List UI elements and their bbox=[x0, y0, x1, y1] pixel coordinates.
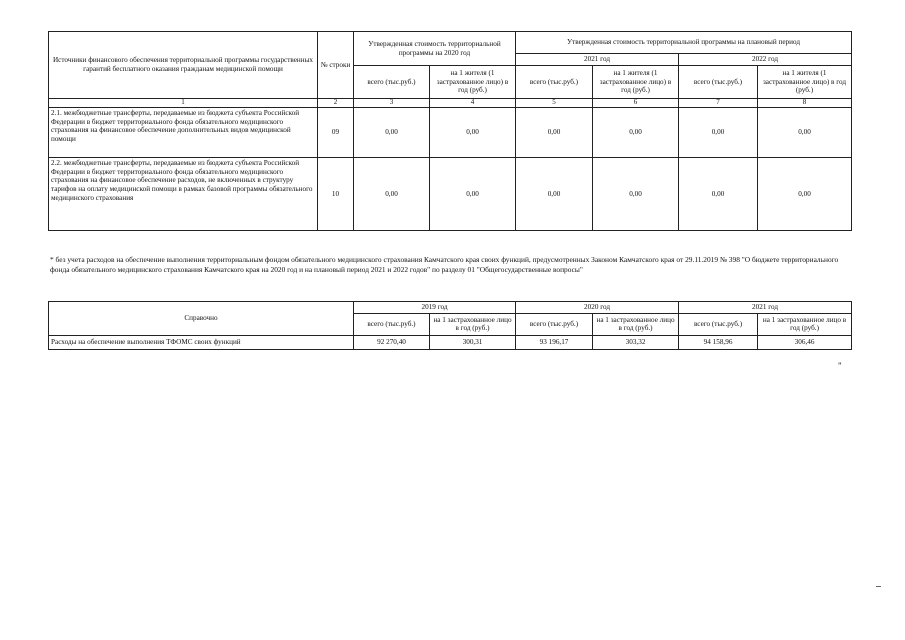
header-sources: Источники финансового обеспечения территориальной программы государственных гарантий бесплатного оказания гражданам медицинской помощи bbox=[49, 32, 318, 99]
header-approved-plan: Утвержденная стоимость территориальной программы на плановый период bbox=[516, 32, 852, 54]
header-row-no: № строки bbox=[318, 32, 354, 99]
header-total-2022: всего (тыс.руб.) bbox=[679, 66, 758, 99]
header-per-capita-2021: на 1 жителя (1 застрахованное лицо) в год (руб.) bbox=[593, 66, 679, 99]
cell-value: 300,31 bbox=[430, 335, 516, 349]
cell-value: 94 158,96 bbox=[679, 335, 758, 349]
row-number: 10 bbox=[318, 158, 354, 231]
header-total-2020: всего (тыс.руб.) bbox=[354, 66, 430, 99]
ref-header-row-1 bbox=[49, 302, 852, 314]
page-mark: " bbox=[838, 361, 842, 371]
ref-header-per-capita: на 1 застрахованное лицо в год (руб.) bbox=[758, 313, 852, 335]
header-total-2021: всего (тыс.руб.) bbox=[516, 66, 593, 99]
footnote: * без учета расходов на обеспечение выполнения территориальным фондом обязательного медицинского страхования Камчатского края своих функций, предусмотренных Законом Камчатского края от 29.11.2019 № 398 "О бюджете территориального фонда обязательного медицинского страхования Камчатского края на 2020 год и на плановый период 2021 и 2022 годов" по разделу 01 "Общегосударственные вопросы" bbox=[50, 255, 839, 274]
cell-value: 306,46 bbox=[758, 335, 852, 349]
financing-sources-table bbox=[48, 31, 852, 231]
cell-value: 0,00 bbox=[593, 108, 679, 158]
col-number: 4 bbox=[430, 99, 516, 108]
cell-value: 92 270,40 bbox=[354, 335, 430, 349]
col-number: 2 bbox=[318, 99, 354, 108]
col-number: 8 bbox=[758, 99, 852, 108]
cell-value: 0,00 bbox=[430, 108, 516, 158]
cell-value: 303,32 bbox=[593, 335, 679, 349]
cell-value: 0,00 bbox=[679, 108, 758, 158]
table-row bbox=[49, 108, 852, 158]
header-row-1 bbox=[49, 32, 852, 54]
table-row bbox=[49, 335, 852, 349]
cell-value: 0,00 bbox=[758, 108, 852, 158]
column-numbers-row bbox=[49, 99, 852, 108]
cell-value: 0,00 bbox=[516, 158, 593, 231]
header-year-2021: 2021 год bbox=[516, 54, 679, 66]
cell-value: 0,00 bbox=[430, 158, 516, 231]
ref-header-total: всего (тыс.руб.) bbox=[679, 313, 758, 335]
ref-header-year-2020: 2020 год bbox=[516, 302, 679, 314]
cell-value: 0,00 bbox=[593, 158, 679, 231]
reference-table bbox=[48, 301, 852, 350]
header-per-capita-2020: на 1 жителя (1 застрахованное лицо) в год (руб.) bbox=[430, 66, 516, 99]
cell-value: 0,00 bbox=[758, 158, 852, 231]
row-number: 09 bbox=[318, 108, 354, 158]
row-source: 2.1. межбюджетные трансферты, передаваемые из бюджета субъекта Российской Федерации в бюджет территориального фонда обязательного медицинского страхования на финансовое обеспечение дополнительных видов медицинской помощи bbox=[49, 108, 318, 158]
col-number: 6 bbox=[593, 99, 679, 108]
ref-header-total: всего (тыс.руб.) bbox=[354, 313, 430, 335]
col-number: 5 bbox=[516, 99, 593, 108]
header-year-2022: 2022 год bbox=[679, 54, 852, 66]
ref-header-per-capita: на 1 застрахованное лицо в год (руб.) bbox=[430, 313, 516, 335]
ref-header-per-capita: на 1 застрахованное лицо в год (руб.) bbox=[593, 313, 679, 335]
cell-value: 0,00 bbox=[679, 158, 758, 231]
ref-header-label: Справочно bbox=[49, 302, 354, 336]
cell-value: 0,00 bbox=[516, 108, 593, 158]
col-number: 3 bbox=[354, 99, 430, 108]
header-approved-2020: Утвержденная стоимость территориальной программы на 2020 год bbox=[354, 32, 516, 66]
cell-value: 93 196,17 bbox=[516, 335, 593, 349]
header-per-capita-2022: на 1 жителя (1 застрахованное лицо) в год (руб.) bbox=[758, 66, 852, 99]
ref-header-year-2019: 2019 год bbox=[354, 302, 516, 314]
row-source: 2.2. межбюджетные трансферты, передаваемые из бюджета субъекта Российской Федерации в бюджет территориального фонда обязательного медицинского страхования на финансовое обеспечение расходов, не включенных в структуру тарифов на оплату медицинской помощи в рамках базовой программы обязательного медицинского страхования bbox=[49, 158, 318, 231]
ref-header-year-2021: 2021 год bbox=[679, 302, 852, 314]
scan-speck bbox=[876, 586, 881, 587]
table-row bbox=[49, 158, 852, 231]
cell-value: 0,00 bbox=[354, 108, 430, 158]
col-number: 1 bbox=[49, 99, 318, 108]
col-number: 7 bbox=[679, 99, 758, 108]
ref-header-total: всего (тыс.руб.) bbox=[516, 313, 593, 335]
cell-value: 0,00 bbox=[354, 158, 430, 231]
ref-row-label: Расходы на обеспечение выполнения ТФОМС своих функций bbox=[49, 335, 354, 349]
